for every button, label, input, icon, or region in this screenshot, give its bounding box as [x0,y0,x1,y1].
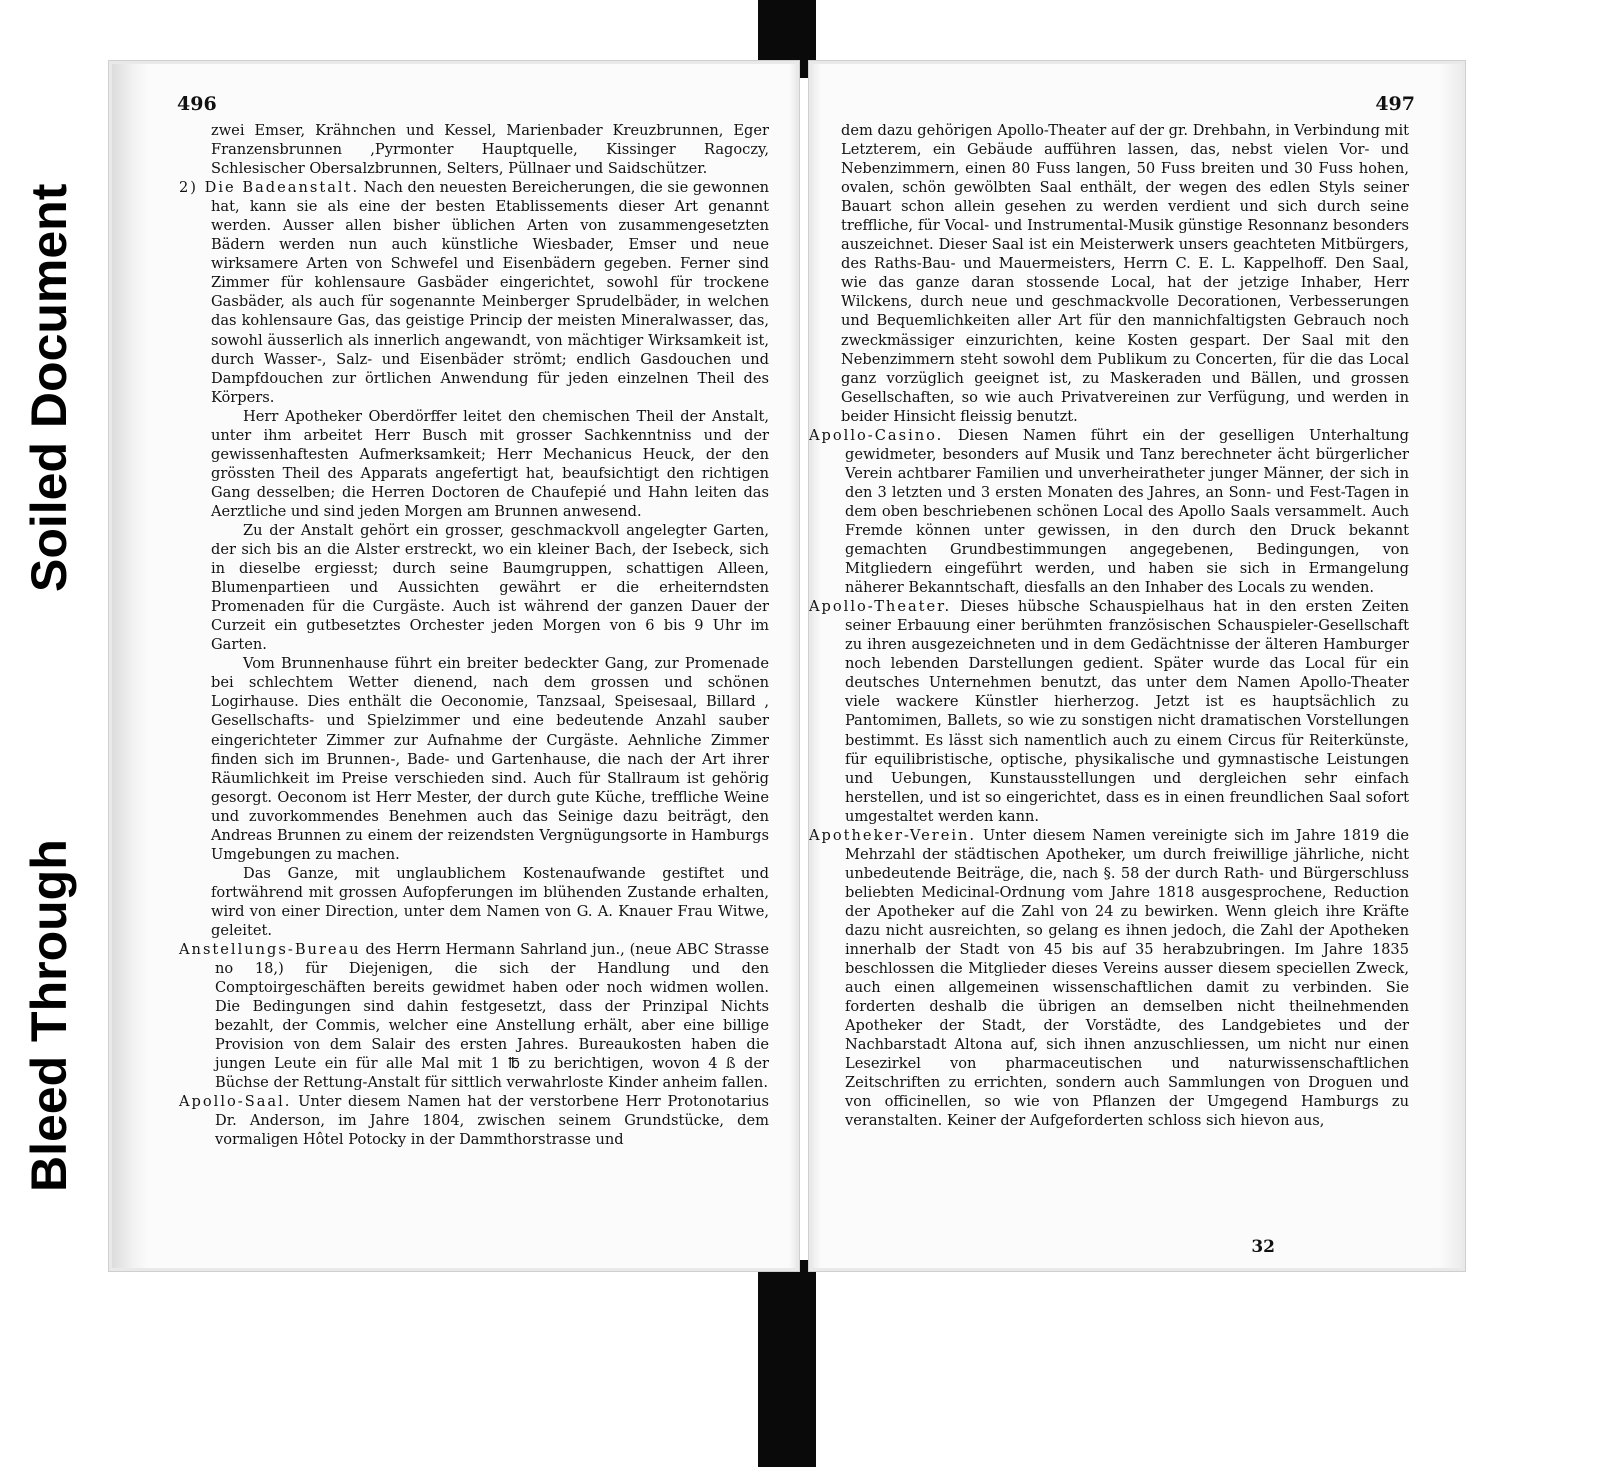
page-number: 497 [1375,93,1415,115]
entry-body: Dieses hübsche Schauspielhaus hat in den ersten Zeiten seiner Erbauung einer berühmten französischen Schauspieler-Gesellschaft zu ihren ausgezeichneten und in dem Gedächtnisse der älteren Hamburger noch lebenden Darstellungen gedient. Später wurde das Local für ein deutsches Unternehmen benutzt, das unter dem Namen Apollo-Theater viele wackere Künstler hierherzog. Jetzt ist es hauptsächlich zu Pantomimen, Ballets, so wie zu sonstigen nicht dramatischen Vorstellungen bestimmt. Es lässt sich namentlich auch zu einem Circus für Reiterkünste, für equilibristische, optische, physikalische und gymnastische Leistungen und Uebungen, Kunstausstellungen und dergleichen sehr einfach herstellen, und ist so eingerichtet, dass es in einen freundlichen Saal sofort umgestaltet werden kann. [845,598,1409,825]
entry-heading: Apotheker-Verein. [809,826,977,844]
page-text [179,121,769,1150]
page-number: 496 [177,93,217,115]
entry-body: Nach den neuesten Bereicherungen, die sie gewonnen hat, kann sie als eine der besten Etablissements dieser Art genannt werden. Ausser allen bisher üblichen Arten von zusammengesetzten Bädern werden nun auch künstliche Wiesbader, Emser und neue wirksamere Arten von Schwefel und Eisenbädern gegeben. Ferner sind Zimmer für kohlensaure Gasbäder eingerichtet, sowohl für trockene Gasbäder, als auch für sogenannte Meinberger Sprudelbäder, in welchen das kohlensaure Gas, das geistige Princip der meisten Mineralwasser, das, sowohl äusserlich als innerlich angewandt, von mächtiger Wirksamkeit ist, durch Wasser-, Salz- und Eisenbäder strömt; endlich Gasdouchen und Dampfdouchen zur örtlichen Anwendung für jeden einzelnen Theil des Körpers. [211,179,769,406]
paragraph [809,826,1409,1131]
entry-heading: Anstellungs-Bureau [179,941,361,959]
paragraph: Vom Brunnenhause führt ein breiter bedeckter Gang, zur Promenade bei schlechtem Wetter dienend, nach dem grossen und schönen Logirhause. Dies enthält die Oeconomie, Tanzsaal, Speisesaal, Billard , Gesellschafts- und Spielzimmer und eine bedeutende Anzahl sauber eingerichteter Zimmer zur Aufnahme der Curgäste. Aehnliche Zimmer finden sich im Brunnen-, Bade- und Gartenhause, die nach der Art ihrer Räumlichkeit im Preise verschieden sind. Auch für Stallraum ist gehörig gesorgt. Oeconom ist Herr Mester, der durch gute Küche, treffliche Weine und zuvorkommendes Benehmen auch das Seinige dazu beiträgt, den Andreas Brunnen zu einem der reizendsten Vergnügungsorte in Hamburgs Umgebungen zu machen. [211,655,769,863]
entry-body: Diesen Namen führt ein der geselligen Unterhaltung gewidmeter, besonders auf Musik und Tanz berechneter ächt bürgerlicher Verein achtbarer Familien und unverheiratheter junger Männer, der sich in den 3 letzten und 3 ersten Monaten des Jahres, an Sonn- und Fest-Tagen in dem oben beschriebenen schönen Local des Apollo Saals versammelt. Auch Fremde können unter gewissen, in den durch den Druck bekannt gemachten Grundbestimmungen angegebenen, Bedingungen, von Mitgliedern eingeführt werden, und haben sie sich in Ermangelung näherer Bekanntschaft, diesfalls an den Inhaber des Locals zu wenden. [845,426,1409,597]
paragraph: Herr Apotheker Oberdörffer leitet den chemischen Theil der Anstalt, unter ihm arbeitet Herr Busch mit grosser Sachkenntniss und der gewissenhaftesten Aufmerksamkeit; Herr Mechanicus Heuck, der den grössten Theil des Apparats angefertigt hat, beaufsichtigt den richtigen Gang desselben; die Herren Doctoren de Chaufepié und Hahn leiten das Aerztliche und sind jeden Morgen am Brunnen anwesend. [211,407,769,520]
spine-shadow-bottom [758,1260,816,1467]
page-text [809,121,1409,1130]
entry-heading: 2) Die Badeanstalt. [179,179,360,197]
entry-heading: Apollo-Saal. [179,1093,292,1111]
paragraph: Zu der Anstalt gehört ein grosser, geschmackvoll angelegter Garten, der sich bis an die Alster erstreckt, wo ein kleiner Bach, der Isebeck, sich in dieselbe ergiesst; durch seine Baumgruppen, schattigen Alleen, Blumenpartieen und Aussichten gewährt er die erheiterndsten Promenaden für die Curgäste. Auch ist während der ganzen Dauer der Curzeit ein gutbesetztes Orchester jeden Morgen von 6 bis 9 Uhr im Garten. [211,521,769,654]
paragraph [809,597,1409,826]
paragraph: Das Ganze, mit unglaublichem Kostenaufwande gestiftet und fortwährend mit grossen Aufopferungen im blühenden Zustande erhalten, wird von einer Direction, unter dem Namen von G. A. Knauer Frau Witwe, geleitet. [211,864,769,939]
entry-heading: Apollo-Casino. [809,426,944,444]
signature-mark: 32 [1251,1237,1275,1257]
right-page [808,60,1466,1272]
left-page [108,60,800,1272]
entry-body: Unter diesem Namen hat der verstorbene Herr Protonotarius Dr. Anderson, im Jahre 1804, zwischen seinem Grundstücke, dem vormaligen Hôtel Potocky in der Dammthorstrasse und [215,1093,769,1149]
bleed-through-label: Bleed Through [21,839,77,1192]
paragraph [179,1092,769,1149]
entry-heading: Apollo-Theater. [809,598,952,616]
soiled-document-label: Soiled Document [21,183,77,592]
entry-body: des Herrn Hermann Sahrland jun., (neue ABC Strasse no 18,) für Diejenigen, die sich der Handlung und den Comptoirgeschäften bereits gewidmet haben oder noch widmen wollen. Die Bedingungen sind dahin festgesetzt, dass der Prinzipal Nichts bezahlt, der Commis, welcher eine Anstellung erhält, aber eine billige Provision von dem Salair des ersten Jahres. Bureaukosten haben die jungen Leute ein für alle Mal mit 1 ℔ zu berichtigen, wovon 4 ß der Büchse der Rettung-Anstalt für sittlich verwahrloste Kinder anheim fallen. [215,941,769,1092]
paragraph: zwei Emser, Krähnchen und Kessel, Marienbader Kreuzbrunnen, Eger Franzensbrunnen ,Pyrmonter Hauptquelle, Kissinger Ragoczy, Schlesischer Obersalzbrunnen, Selters, Püllnaer und Saidschützer. [211,122,769,178]
paragraph [179,178,769,407]
paragraph [809,426,1409,597]
paragraph [179,940,769,1092]
paragraph: dem dazu gehörigen Apollo-Theater auf der gr. Drehbahn, in Verbindung mit Letzterem, ein Gebäude aufführen lassen, das, nebst vielen Vor- und Nebenzimmern, einen 80 Fuss langen, 50 Fuss breiten und 30 Fuss hohen, ovalen, schön gewölbten Saal enthält, der wegen des edlen Styls seiner Bauart schon allein gesehen zu werden verdient und sich durch seine treffliche, für Vocal- und Instrumental-Musik günstige Resonnanz besonders auszeichnet. Dieser Saal ist ein Meisterwerk unsers geachteten Mitbürgers, des Raths-Bau- und Mauermeisters, Herrn C. E. L. Kappelhoff. Den Saal, wie das ganze daran stossende Local, hat der jetzige Inhaber, Herr Wilckens, durch neue und geschmackvolle Decorationen, Verbesserungen und Bequemlichkeiten aller Art für den mannichfaltigsten Gebrauch noch zweckmässiger einzurichten, keine Kosten gespart. Der Saal mit den Nebenzimmern steht sowohl dem Publikum zu Concerten, für die das Local ganz vorzüglich geeignet ist, zu Maskeraden und Bällen, und grossen Gesellschaften, so wie auch Privatvereinen zur Verfügung, und werden in beider Hinsicht fleissig benutzt. [841,122,1409,425]
entry-body: Unter diesem Namen vereinigte sich im Jahre 1819 die Mehrzahl der städtischen Apotheker, um durch freiwillige jährliche, nicht unbedeutende Beiträge, die, nach §. 58 der durch Rath- und Bürgerschluss beliebten Medicinal-Ordnung vom Jahre 1818 ausgesprochene, Reduction der Apotheker auf die Zahl von 24 zu bewirken. Wenn gleich ihre Kräfte dazu nicht ausreichten, so gelang es ihnen jedoch, die Zahl der Apotheken innerhalb der Stadt von 45 bis auf 35 herabzubringen. Im Jahre 1835 beschlossen die Mitglieder dieses Vereins ausser diesem speciellen Zweck, auch einen allgemeinen wissenschaftlichen damit zu verbinden. Sie forderten deshalb die übrigen an demselben nicht theilnehmenden Apotheker der Stadt, der Vorstädte, des Landgebietes und der Nachbarstadt Altona auf, sich ihnen anzuschliessen, um nicht nur einen Lesezirkel von pharmaceutischen und naturwissenschaftlichen Zeitschriften zu errichten, sondern auch Sammlungen von Droguen und von officinellen, so wie von Pflanzen der Umgegend Hamburgs zu veranstalten. Keiner der Aufgeforderten schloss sich hievon aus, [845,826,1409,1130]
